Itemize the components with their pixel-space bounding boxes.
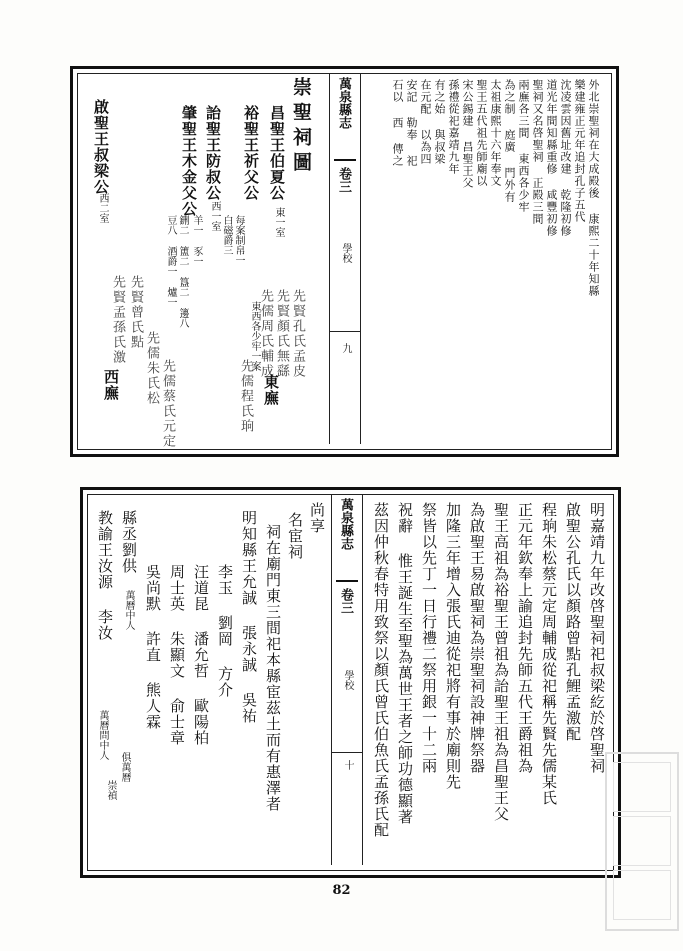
- official-column: 李玉 劉岡 方介: [216, 564, 234, 698]
- official-column: 周士英 朱顯文 俞士章: [168, 564, 186, 746]
- heading-minghuan-ci: 名宦祠: [286, 512, 304, 560]
- note-column: 太祖康熙十六年奉文: [489, 79, 502, 187]
- tablet-note: 西二室: [97, 193, 108, 223]
- tablet-column: 肇聖王木金父公: [180, 105, 198, 217]
- folio-number: 十: [342, 760, 353, 770]
- tablet-column: 啟聖王叔梁公: [92, 99, 110, 195]
- note-column: 石以 西 傳之: [391, 79, 404, 167]
- tablet-note: 東一室: [273, 207, 284, 237]
- cursive-column: 先儒朱氏松: [144, 331, 159, 406]
- official-column: 明知縣王允誠 張永誠 吳祐: [240, 510, 258, 724]
- note-column: 外北崇聖祠在大成殿後 康熙二十年知縣: [587, 79, 600, 297]
- note-column: 道光年間知縣重修 咸豐初修: [545, 79, 558, 237]
- text-column: 程珦朱松蔡元定周輔成從祀稱先賢先儒某氏: [540, 502, 558, 806]
- cursive-column: 先賢孔氏孟皮: [290, 289, 305, 379]
- note-column: 孫禮從祀嘉靖九年: [447, 79, 460, 175]
- running-title: 萬泉縣志: [338, 498, 353, 550]
- fold-divider: [332, 752, 362, 753]
- text-column: 聖王高祖為裕聖王曾祖為詒聖王祖為昌聖王父: [492, 502, 510, 822]
- label-east-hall: 東廡: [262, 374, 280, 406]
- fishtail-mark: [334, 147, 356, 161]
- tablet-note: 西一室: [209, 201, 220, 231]
- top-page: [70, 66, 619, 457]
- official-note: 萬曆問中人: [97, 710, 108, 760]
- folio-number: 九: [340, 343, 351, 353]
- ritual-note: 每案制帛一: [233, 215, 244, 265]
- cursive-column: 先賢曾氏點: [128, 275, 143, 350]
- text-column: 茲因仲秋春特用致祭以顏氏曾氏伯魚氏孟孫氏配: [372, 502, 390, 838]
- top-fold-column: [329, 73, 361, 444]
- volume-label: 卷三: [338, 588, 353, 614]
- cursive-column: 先賢孟孫氏激: [110, 275, 125, 365]
- ritual-note: 鉶二 簠二 簋二 籩八: [177, 215, 188, 328]
- official-note: 崇禎: [105, 780, 116, 800]
- note-column: 沈凌雲因舊址改建 乾隆初修: [559, 79, 572, 237]
- heading-shangxiang: 尚享: [308, 502, 326, 534]
- section-label: 學校: [340, 243, 351, 263]
- note-column: 安記 勒奉 祀: [405, 79, 418, 167]
- diagram-title: 崇聖祠圖: [290, 77, 312, 177]
- official-column: 縣丞劉供: [120, 510, 138, 574]
- text-column: 祭皆以先丁一日行禮二祭用銀一十二兩: [420, 502, 438, 774]
- note-column: 宋公錫建 昌聖王父: [461, 79, 474, 189]
- seal-glyph-block: [613, 816, 671, 866]
- note-column: 聖王五代祖先師廟以: [475, 79, 488, 187]
- seal-glyph-block: [613, 762, 671, 812]
- note-column: 為之制 庭廣 門外有: [503, 79, 516, 203]
- note-column: 在元配 以為四: [419, 79, 432, 165]
- text-column: 明嘉靖九年改啓聖祠祀叔梁紇於啓聖祠: [588, 502, 606, 774]
- bottom-page: [80, 487, 621, 878]
- note-column: 聖祠又名啓聖祠 正殿三間: [531, 79, 544, 225]
- official-note: 俱萬曆: [119, 752, 130, 782]
- official-column: 教諭王汝源 李汝: [96, 510, 114, 641]
- library-seal-watermark: [605, 752, 679, 931]
- cursive-column: 先儒程氏珦: [238, 359, 253, 434]
- official-column: 汪道昆 潘允哲 歐陽柏: [192, 564, 210, 746]
- fold-divider: [330, 331, 360, 332]
- tablet-column: 裕聖王祈父公: [242, 105, 260, 201]
- shrine-description: 祠在廟門東三間祀本縣宦茲土而有惠澤者: [264, 524, 282, 812]
- official-column: 吳尚默 許直 熊人霖: [144, 564, 162, 730]
- official-note: 萬曆中人: [123, 590, 134, 630]
- bottom-fold-column: [331, 494, 363, 865]
- section-label: 學校: [342, 670, 353, 690]
- ritual-note: 豆八 酒爵一 爐一: [165, 215, 176, 307]
- fishtail-mark: [336, 568, 358, 582]
- note-column: 有之始 與叔梁: [433, 79, 446, 165]
- running-title: 萬泉縣志: [336, 77, 351, 129]
- text-column: 加隆三年增入張氏迪從祀將有事於廟則先: [444, 502, 462, 790]
- text-column: 祝辭 惟王誕生至聖為萬世王者之師功德顯著: [396, 502, 414, 825]
- tablet-column: 昌聖王伯夏公: [268, 105, 286, 201]
- ritual-note: 白磁爵三: [221, 215, 232, 255]
- seal-glyph-block: [613, 870, 671, 920]
- scan-page-number: 82: [332, 883, 351, 898]
- note-column: 樂建雍正元年追封孔子五代: [573, 79, 586, 223]
- volume-label: 卷三: [336, 167, 351, 193]
- text-column: 啟聖公孔氏以顏路曾點孔鯉孟激配: [564, 502, 582, 742]
- ritual-note: 東西各少牢一案: [249, 301, 260, 371]
- note-column: 兩廡各三間 東西各少牢: [517, 79, 530, 213]
- ritual-note: 羊一 豕一: [191, 215, 202, 266]
- text-column: 正元年欽奉上諭追封先師五代王爵祖為: [516, 502, 534, 774]
- tablet-column: 詒聖王防叔公: [204, 105, 222, 201]
- cursive-column: 先賢顏氏無繇: [274, 289, 289, 379]
- label-west-hall: 西廡: [102, 369, 120, 401]
- text-column: 為啟聖王易啟聖祠為崇聖祠設神牌祭器: [468, 502, 486, 774]
- cursive-column: 先儒周氏輔成: [258, 289, 273, 379]
- cursive-column: 先儒蔡氏元定: [160, 359, 175, 449]
